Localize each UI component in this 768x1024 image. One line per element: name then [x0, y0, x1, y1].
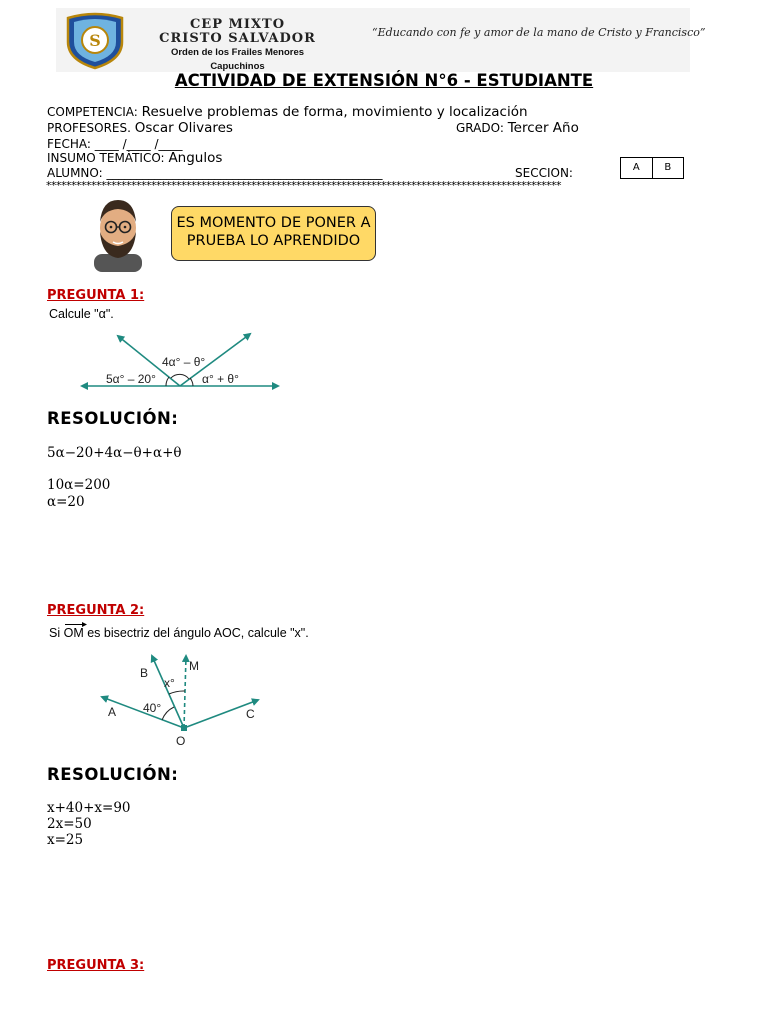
- callout-bubble: [171, 206, 376, 261]
- q2-statement-pre: Si: [49, 626, 61, 640]
- vector-arrow-icon: [64, 621, 88, 628]
- q2-resolution-line-3-text: x=25: [47, 832, 84, 848]
- q2-resolution-line-2-text: 2x=50: [47, 816, 92, 832]
- school-name-line1: CEP MIXTO: [189, 17, 286, 32]
- q2-fig-label-a: A: [108, 705, 117, 719]
- question-1-resolution-title: RESOLUCIÓN:: [47, 409, 179, 428]
- profesores-row: [47, 121, 233, 136]
- fecha-row: [47, 137, 182, 152]
- grado-label: GRADO:: [456, 121, 504, 135]
- insumo-row: [47, 151, 222, 166]
- q2-fig-label-o: O: [176, 734, 186, 748]
- q1-resolution-line-2: [47, 477, 110, 494]
- q2-vector-om: [64, 626, 84, 640]
- question-2-figure: [100, 650, 270, 750]
- question-3-label: PREGUNTA 3:: [47, 958, 145, 973]
- question-2-resolution-title: RESOLUCIÓN:: [47, 765, 179, 784]
- q2-fig-label-40: 40°: [143, 701, 162, 715]
- q2-statement-post: es bisectriz del ángulo AOC, calcule "x".: [87, 626, 309, 640]
- question-1-label: PREGUNTA 1:: [47, 288, 145, 303]
- q2-fig-label-c: C: [246, 707, 255, 721]
- q2-vector-om-text: OM: [63, 626, 84, 640]
- fecha-field[interactable]: ____ /____ /____: [94, 137, 183, 151]
- q2-fig-label-x: x°: [164, 676, 175, 690]
- q1-fig-label-left: 5α° – 20°: [106, 372, 156, 386]
- q1-resolution-line-1: [47, 445, 182, 462]
- q1-fig-label-top: 4α° – θ°: [162, 355, 206, 369]
- profesores-label: PROFESORES.: [47, 121, 131, 135]
- fecha-label: FECHA:: [47, 137, 91, 151]
- svg-text:S: S: [89, 31, 101, 50]
- school-motto: “Educando con fe y amor de la mano de Cristo y Francisco”: [372, 26, 706, 39]
- school-crest-logo: [64, 12, 126, 70]
- q2-resolution-line-3: [47, 832, 83, 849]
- profesores-value: Oscar Olivares: [134, 120, 233, 136]
- q1-resolution-line-1-text: 5α−20+4α−θ+α+θ: [47, 445, 182, 461]
- school-name: [150, 18, 325, 74]
- insumo-label: INSUMO TEMÁTICO:: [47, 151, 165, 165]
- competencia-row: [47, 105, 528, 120]
- seccion-option-b[interactable]: B: [652, 158, 684, 178]
- school-order: Orden de los Frailes Menores Capuchinos: [170, 47, 305, 72]
- question-2-label: PREGUNTA 2:: [47, 603, 145, 618]
- teacher-avatar: [88, 196, 148, 272]
- question-1-figure: [76, 328, 286, 394]
- grado-value: Tercer Año: [507, 120, 579, 136]
- star-divider: *******************************************************************************************************: [46, 179, 561, 192]
- q1-resolution-line-3-text: α=20: [47, 494, 85, 510]
- q1-resolution-line-2-text: 10α=200: [47, 477, 111, 493]
- school-name-line2: CRISTO SALVADOR: [159, 31, 316, 46]
- q1-fig-label-right: α° + θ°: [202, 372, 239, 386]
- q2-resolution-line-1: [47, 800, 131, 817]
- alumno-label: ALUMNO:: [47, 166, 103, 180]
- seccion-option-a[interactable]: A: [632, 162, 640, 173]
- question-1-statement: Calcule "α".: [49, 307, 114, 321]
- seccion-label: SECCION:: [515, 166, 573, 180]
- insumo-value: Angulos: [168, 150, 223, 166]
- grado-row: [456, 121, 579, 136]
- q2-fig-label-m: M: [189, 659, 199, 673]
- question-2-statement: [49, 626, 309, 640]
- callout-text: ES MOMENTO DE PONER A PRUEBA LO APRENDIDO: [176, 215, 371, 249]
- competencia-value: Resuelve problemas de forma, movimiento y localización: [141, 104, 528, 120]
- alumno-field[interactable]: ______________________________________________: [106, 166, 383, 180]
- competencia-label: COMPETENCIA:: [47, 105, 138, 119]
- seccion-selector: [620, 157, 684, 179]
- page-title: ACTIVIDAD DE EXTENSIÓN N°6 - ESTUDIANTE: [174, 71, 594, 90]
- q1-resolution-line-3: [47, 494, 85, 511]
- q2-fig-label-b: B: [140, 666, 149, 680]
- q2-resolution-line-1-text: x+40+x=90: [47, 800, 131, 816]
- q2-resolution-line-2: [47, 816, 92, 833]
